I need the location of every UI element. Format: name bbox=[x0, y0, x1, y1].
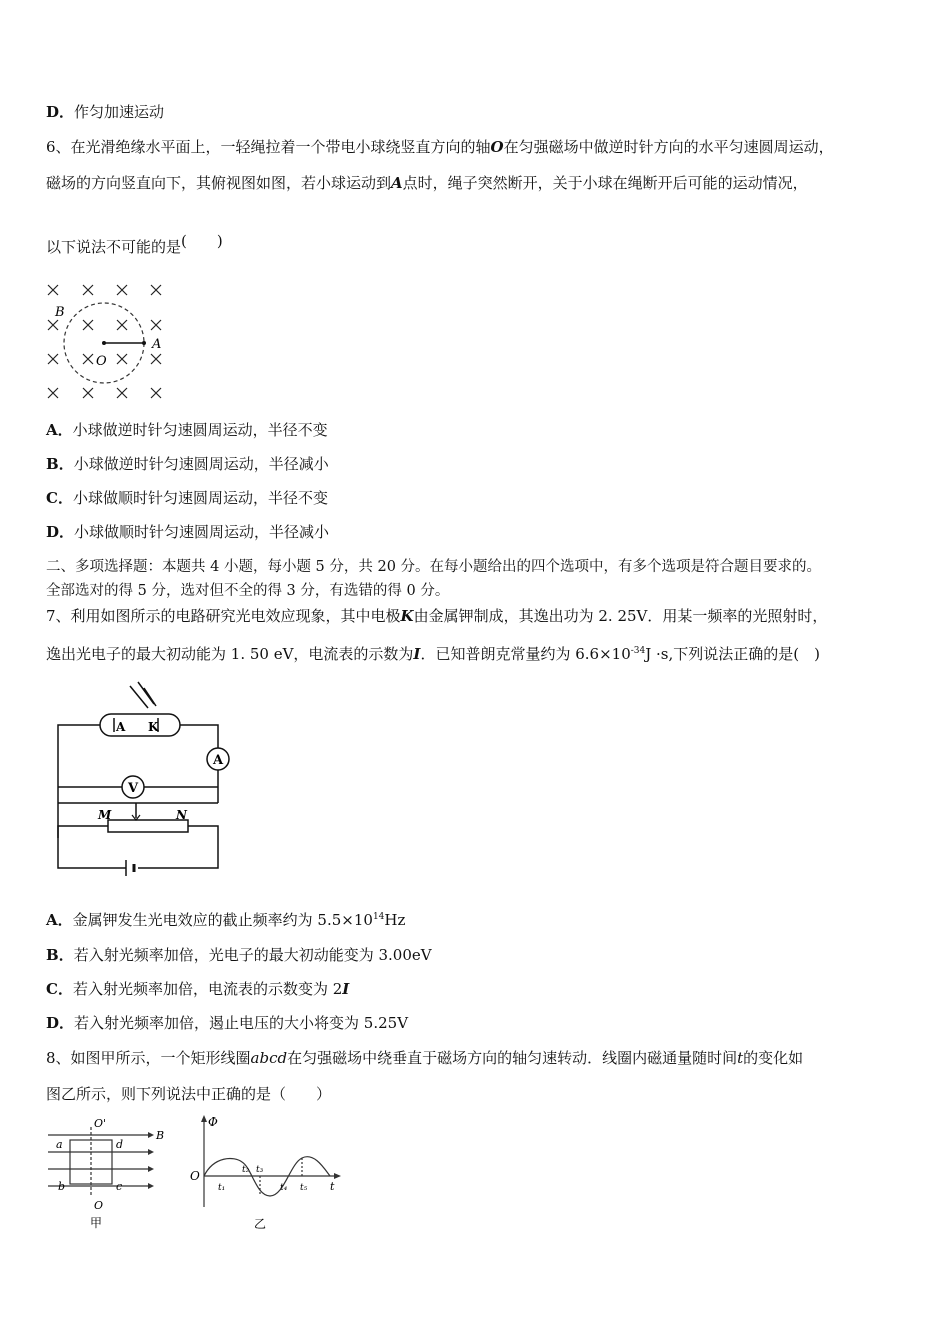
caption-jia: 甲 bbox=[90, 1216, 103, 1230]
q8-stem-line-1: 8、如图甲所示，一个矩形线圈abcd在匀强磁场中绕垂直于磁场方向的轴匀速转动．线圈内磁通量随时间t的变化如 bbox=[46, 1049, 804, 1067]
label-m: M bbox=[98, 808, 112, 822]
section-2-instructions-2: 全部选对的得 5 分，选对但不全的得 3 分，有选错的得 0 分。 bbox=[46, 583, 450, 599]
q6-magnetic-field-figure bbox=[40, 280, 180, 405]
svg-text:Φ: Φ bbox=[208, 1115, 218, 1129]
label-b: B bbox=[55, 305, 65, 320]
q7-option-d[interactable]: D．若入射光频率加倍，遏止电压的大小将变为 5.25V bbox=[46, 1014, 409, 1032]
q7-option-a[interactable]: A．金属钾发生光电效应的截止频率约为 $5.5\times 10^{14}Hz$ bbox=[46, 911, 406, 929]
point-a: A bbox=[391, 174, 403, 192]
q7-stem-line-1: 7、利用如图所示的电路研究光电效应现象，其中电极K由金属钾制成，其逸出功为 2. 25V．用某一频率的光照射时， bbox=[46, 607, 828, 625]
section-2-instructions-1: 二、多项选择题：本题共 4 小题，每小题 5 分，共 20 分。在每小题给出的四个选项中，有多个选项是符合题目要求的。 bbox=[46, 559, 822, 575]
q7-stem-line-2: 逸出光电子的最大初动能为 1. 50 eV，电流表的示数为I．已知普朗克常量约为 $6.6\times 10^{-34}J \cdot s$,下列说法正确的是( ) bbox=[46, 645, 820, 663]
svg-text:t: t bbox=[330, 1180, 335, 1193]
svg-text:O: O bbox=[190, 1169, 200, 1183]
svg-text:B: B bbox=[156, 1129, 165, 1142]
q5-option-d: D．作匀加速运动 bbox=[46, 103, 165, 121]
q8-stem-line-2: 图乙所示，则下列说法中正确的是（ ） bbox=[46, 1085, 332, 1103]
q6-stem-line-3: 以下说法不可能的是( ) bbox=[46, 232, 223, 256]
label-a: A bbox=[152, 337, 162, 352]
q7-circuit-figure bbox=[48, 678, 238, 878]
q6-option-d[interactable]: D．小球做顺时针匀速圆周运动，半径减小 bbox=[46, 523, 330, 541]
axis-o: O bbox=[490, 138, 504, 156]
caption-yi: 乙 bbox=[254, 1217, 267, 1231]
light-rays bbox=[130, 682, 156, 708]
q6-option-c[interactable]: C．小球做顺时针匀速圆周运动，半径不变 bbox=[46, 489, 328, 507]
electrode-k: K bbox=[400, 607, 414, 625]
svg-text:O: O bbox=[94, 1199, 104, 1212]
label-o: O bbox=[96, 354, 107, 369]
svg-text:a: a bbox=[56, 1138, 63, 1151]
q6-option-b[interactable]: B．小球做逆时针匀速圆周运动，半径减小 bbox=[46, 455, 329, 473]
q7-option-c[interactable]: C．若入射光频率加倍，电流表的示数变为 2I bbox=[46, 980, 350, 998]
option-letter: D bbox=[46, 103, 60, 121]
q8-figure-jia bbox=[44, 1115, 174, 1235]
svg-text:t₅: t₅ bbox=[300, 1183, 308, 1193]
svg-text:t₁: t₁ bbox=[218, 1183, 226, 1193]
svg-text:V: V bbox=[128, 781, 139, 796]
svg-text:A: A bbox=[213, 753, 224, 768]
tube-label-a: A bbox=[116, 720, 126, 734]
svg-text:b: b bbox=[58, 1180, 66, 1193]
svg-text:c: c bbox=[116, 1180, 123, 1193]
q8-figure-yi bbox=[186, 1112, 346, 1237]
var-t: t bbox=[737, 1049, 744, 1067]
center-dot bbox=[102, 341, 106, 345]
svg-text:O': O' bbox=[94, 1117, 107, 1130]
svg-text:t₃: t₃ bbox=[256, 1165, 264, 1175]
label-n: N bbox=[176, 808, 187, 822]
q6-stem-line-1: 6、在光滑绝缘水平面上，一轻绳拉着一个带电小球绕竖直方向的轴O在匀强磁场中做逆时针方向的水平匀速圆周运动， bbox=[46, 138, 834, 156]
current-i: I bbox=[413, 645, 421, 663]
photocell-tube bbox=[100, 714, 180, 736]
ball-dot bbox=[142, 341, 146, 345]
svg-text:t₄: t₄ bbox=[280, 1183, 288, 1193]
svg-text:d: d bbox=[116, 1138, 124, 1151]
q6-stem-line-2: 磁场的方向竖直向下，其俯视图如图，若小球运动到A点时，绳子突然断开，关于小球在绳断开后可能的运动情况， bbox=[46, 174, 808, 192]
coil-abcd: abcd bbox=[250, 1049, 288, 1067]
q7-option-b[interactable]: B．若入射光频率加倍，光电子的最大初动能变为 3.00eV bbox=[46, 946, 432, 964]
answer-blank: ( ) bbox=[181, 232, 223, 250]
option-text: 作匀加速运动 bbox=[74, 103, 165, 121]
svg-text:t₂: t₂ bbox=[242, 1165, 250, 1175]
q6-option-a[interactable]: A．小球做逆时针匀速圆周运动，半径不变 bbox=[46, 421, 328, 439]
tube-label-k: K bbox=[148, 720, 159, 734]
